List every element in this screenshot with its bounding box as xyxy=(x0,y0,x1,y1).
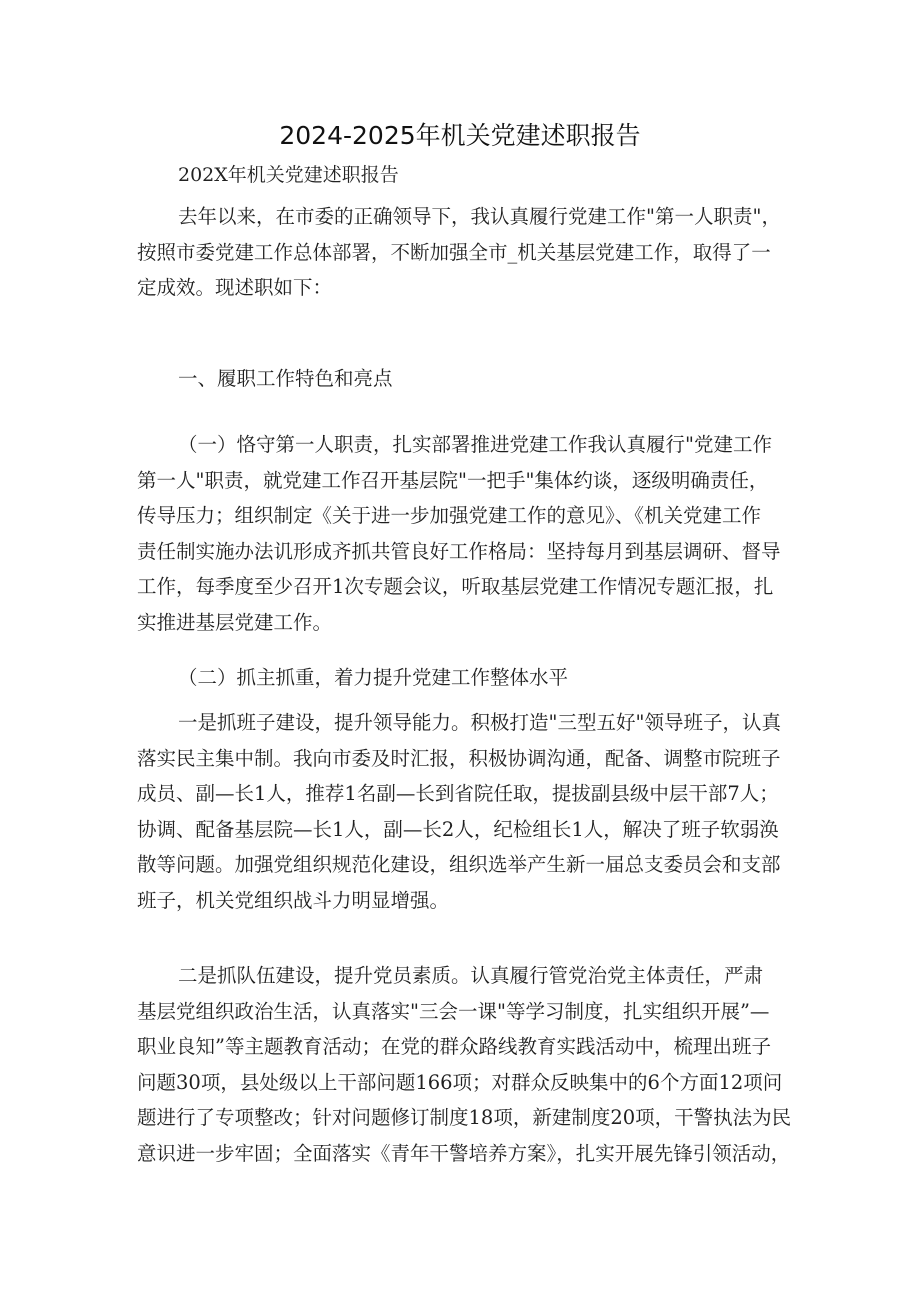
text-line: 题进行了专项整改；针对问题修订制度18项，新建制度20项，干警执法为民 xyxy=(137,1106,792,1129)
text-line: 按照市委党建工作总体部署，不断加强全市_机关基层党建工作，取得了一 xyxy=(137,240,771,264)
text-line: 去年以来，在市委的正确领导下，我认真履行党建工作"第一人职责"， xyxy=(178,205,781,228)
text-line: 二是抓队伍建设，提升党员素质。认真履行管党治党主体责任，严肃 xyxy=(178,964,764,987)
subsection-1-paragraph xyxy=(137,427,797,640)
text-line: 一是抓班子建设，提升领导能力。积极打造"三型五好"领导班子，认真 xyxy=(178,711,781,734)
text-line: 基层党组织政治生活，认真落实"三会一课"等学习制度，扎实组织开展”— xyxy=(137,999,770,1023)
text-line: 问题30项，县处级以上干部问题166项；对群众反映集中的6个方面12项问 xyxy=(137,1070,783,1094)
section-heading: 一、履职工作特色和亮点 xyxy=(178,367,393,390)
text-line: 实推进基层党建工作。 xyxy=(137,610,333,634)
text-line: 散等问题。加强党组织规范化建设，组织选举产生新一届总支委员会和支部 xyxy=(137,853,781,876)
subsection-2-heading: （二）抓主抓重，着力提升党建工作整体水平 xyxy=(178,666,569,689)
subsection-2-paragraph-2 xyxy=(137,958,797,1171)
intro-paragraph xyxy=(137,199,797,306)
text-line: 传导压力；组织制定《关于进一步加强党建工作的意见》、《机关党建工作 xyxy=(137,504,762,527)
subsection-2-paragraph-1 xyxy=(137,705,797,918)
text-line: 工作，每季度至少召开1次专题会议，听取基层党建工作情况专题汇报，扎 xyxy=(137,575,774,598)
document-title: 2024-2025年机关党建述职报告 xyxy=(279,121,641,150)
text-line: 第一人"职责，就党建工作召开基层院"一把手"集体约谈，逐级明确责任， xyxy=(137,468,769,492)
text-line: 责任制实施办法讥形成齐抓共管良好工作格局：坚持每月到基层调研、督导 xyxy=(137,539,781,563)
text-line: 协调、配备基层院—长1人，副—长2人，纪检组长1人，解决了班子软弱涣 xyxy=(137,817,779,841)
document-subtitle: 202X年机关党建述职报告 xyxy=(178,164,399,186)
text-line: 成员、副—长1人，推荐1名副—长到省院任取，提拔副县级中层干部7人； xyxy=(137,782,779,805)
text-line: （一）恪守第一人职责，扎实部署推进党建工作我认真履行"党建工作 xyxy=(178,433,772,456)
text-line: 意识进一步牢固；全面落实《青年干警培养方案》，扎实开展先锋引领活动， xyxy=(137,1141,791,1165)
text-line: 落实民主集中制。我向市委及时汇报，积极协调沟通，配备、调整市院班子 xyxy=(137,746,781,770)
text-line: 职业良知”等主题教育活动；在党的群众路线教育实践活动中，梳理出班子 xyxy=(137,1035,771,1058)
text-line: 定成效。现述职如下： xyxy=(137,276,333,299)
text-line: 班子，机关党组织战斗力明显增强。 xyxy=(137,888,450,912)
